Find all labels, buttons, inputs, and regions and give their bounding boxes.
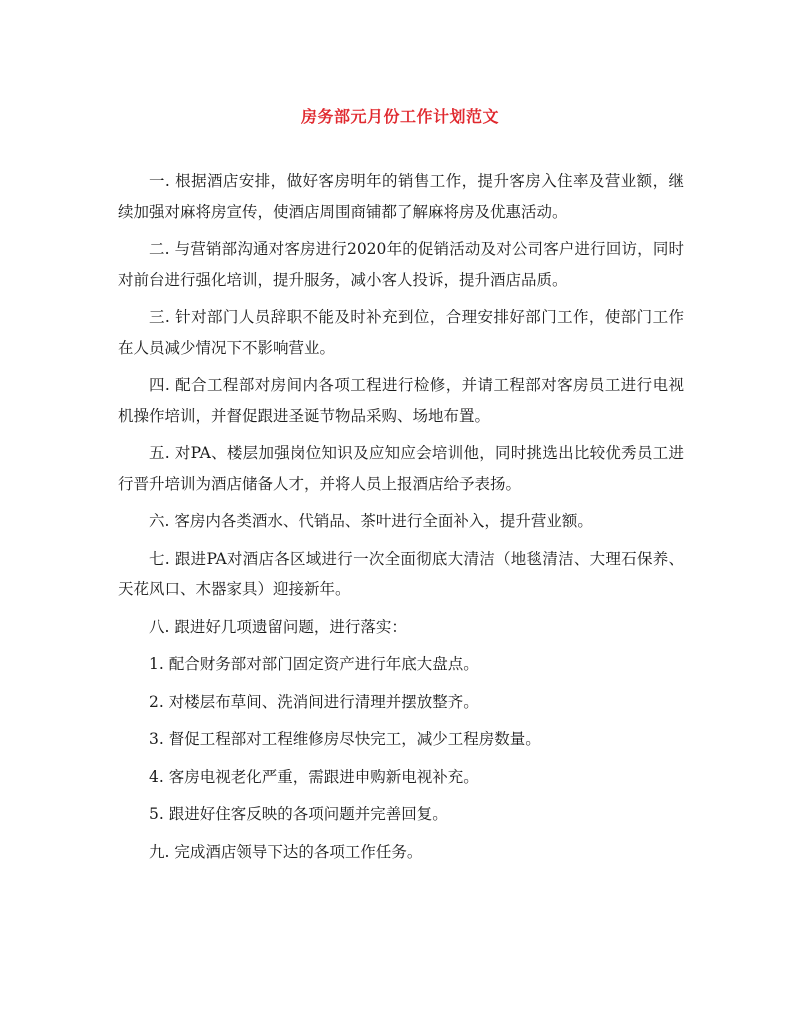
sub-item-2: 2. 对楼层布草间、洗消间进行清理并摆放整齐。 bbox=[149, 692, 479, 711]
paragraph-8: 八. 跟进好几项遗留问题，进行落实： bbox=[149, 617, 407, 636]
paragraph-6: 六. 客房内各类酒水、代销品、茶叶进行全面补入，提升营业额。 bbox=[149, 512, 593, 530]
sub-item-4: 4. 客房电视老化严重，需跟进申购新电视补充。 bbox=[149, 767, 479, 786]
paragraph-5: 五. 对PA、楼层加强岗位知识及应知应会培训他，同时挑选出比较优秀员工进行晋升培训为酒店储备人才，并将人员上报酒店给予表扬。 bbox=[118, 444, 684, 493]
paragraph-2: 二. 与营销部沟通对客房进行2020年的促销活动及对公司客户进行回访，同时对前台进行强化培训，提升服务，减小客人投诉，提升酒店品质。 bbox=[118, 240, 684, 289]
paragraph-4: 四. 配合工程部对房间内各项工程进行检修，并请工程部对客房员工进行电视机操作培训，并督促跟进圣诞节物品采购、场地布置。 bbox=[118, 376, 684, 425]
paragraph-9: 九. 完成酒店领导下达的各项工作任务。 bbox=[149, 842, 423, 861]
paragraph-3: 三. 针对部门人员辞职不能及时补充到位，合理安排好部门工作，使部门工作在人员减少情况下不影响营业。 bbox=[118, 308, 684, 357]
paragraph-7: 七. 跟进PA对酒店各区域进行一次全面彻底大清洁（地毯清洁、大理石保养、天花风口、木器家具）迎接新年。 bbox=[118, 549, 684, 598]
sub-item-1: 1. 配合财务部对部门固定资产进行年底大盘点。 bbox=[149, 655, 479, 673]
sub-item-3: 3. 督促工程部对工程维修房尽快完工，减少工程房数量。 bbox=[149, 730, 541, 748]
document-body bbox=[118, 166, 684, 874]
paragraph-1: 一. 根据酒店安排，做好客房明年的销售工作，提升客房入住率及营业额，继续加强对麻将房宣传，使酒店周围商铺都了解麻将房及优惠活动。 bbox=[118, 172, 684, 221]
document-title: 房务部元月份工作计划范文 bbox=[300, 107, 499, 126]
sub-item-5: 5. 跟进好住客反映的各项问题并完善回复。 bbox=[149, 805, 448, 823]
